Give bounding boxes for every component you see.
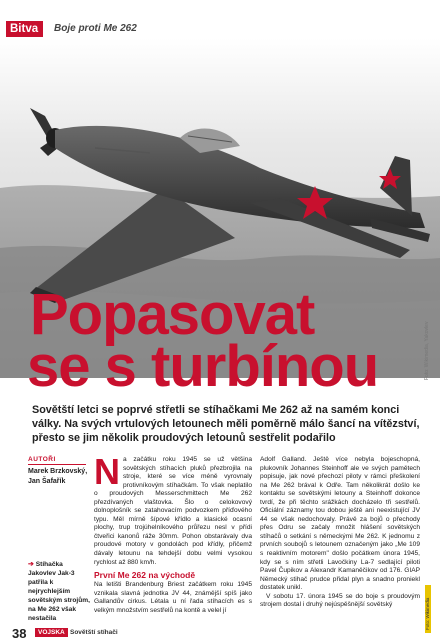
drop-cap: N	[94, 451, 120, 492]
body-paragraph: Na letišti Brandenburg Briest začátkem roku 1945 vznikala slavná jednotka JV 44, známější spíš jako Gallandův cirkus. Létala u ní řada stíhacích es s velkým množstvím sestřelů na kontě a velel jí	[94, 581, 252, 614]
body-paragraph: V sobotu 17. února 1945 se do boje s proudovým strojem dostal i druhý nejúspěšnější sovětský	[260, 592, 420, 609]
side-stripe-text: Foto: Wikimedia	[425, 597, 430, 630]
authors-names: Marek Brzkovský, Jan Šafařík	[28, 468, 88, 485]
section-tag: Bitva	[6, 21, 43, 37]
body-column-2	[260, 456, 420, 610]
page-number: 38	[12, 626, 27, 641]
section-subtitle: Boje proti Me 262	[54, 23, 137, 34]
section-subhead: První Me 262 na východě	[94, 570, 196, 581]
authors-rule	[28, 464, 86, 465]
caption-arrow-icon: ➔	[28, 561, 34, 568]
authors-label: AUTOŘI	[28, 456, 56, 463]
body-paragraph: Adolf Galland. Ještě více nebyla bojeschopná, plukovník Johannes Steinhoff ale ve svých pamětech popisuje, jak nové přechozí piloty v rámci přeškolení na Me 262 brával k Odře. Tam několikrát došlo ke kontaktu se sovětskými letouny a Steinhoff dokonce tvrdí, že při těchto srážkách docházelo tři sestřelů. Oficiální záznamy tou dobou ještě ani neexistující JV 44 se však nedochovaly. Právě za bojů o přechody přes Odru se začaly množit hlášení sovětských stíhačů o setkání s německými Me 262. K jednomu z prvních soubojů s letounem označeným jako „Me 109 s reaktivním motorem" došlo počátkem února 1945, kdy se s ním střetli Lavočkiny La-7 sedlající piloti Pavel Čupikov a Alexandr Kamaněčikov od 176. GIAP Německý stihač prudce přidal plyn a snadno proniekl dostatek unikl.	[260, 456, 420, 592]
body-column-1	[94, 451, 252, 615]
caption-text: Stíhačka Jakovlev Jak-3 patřila k nejrychlejším sovětským strojům, na Me 262 však nestačila	[28, 561, 90, 622]
lead-paragraph: Sovětští letci se poprvé střetli se stíhačkami Me 262 až na samém konci války. Na svých vrtulových letounech měli poměrně málo šancí na vítězství, přesto se jim několik proudových letounů sestřelit podařilo	[32, 404, 420, 444]
footer-publication: Sovětští stíhači	[70, 629, 118, 636]
body-paragraph: a začátku roku 1945 se už většina sovětských stíhacích pluků přezbrojila na stroje, které se více méně vyrovnaly protivníkovým stíhačkám. To však neplatilo o proudových Messerschmittech Me 262 přezdívaných vlaštovka. Šlo o celokovový dolnoplošník se zatahovacím podvozkem příďového typu. Měl mírně šípové křídlo a klasické ocasní plochy, trup trojúhelníkového průřezu nesl v přídi čtveřici kanonů ráže 30mm. Pohon obstarávaly dva proudové motory v gondolách pod křídly, přičemž dávaly letounu na tehdejší dobu velmi vysokou rychlost až 880 km/h.	[94, 456, 252, 566]
photo-caption	[28, 560, 92, 623]
photo-credit: Foto: Wikimedia, Yakovlev	[424, 321, 430, 380]
footer-brand: VOJSKA	[35, 628, 68, 637]
headline-line-1: Popasovat	[30, 282, 315, 347]
headline-line-2: se s turbínou	[27, 334, 379, 399]
